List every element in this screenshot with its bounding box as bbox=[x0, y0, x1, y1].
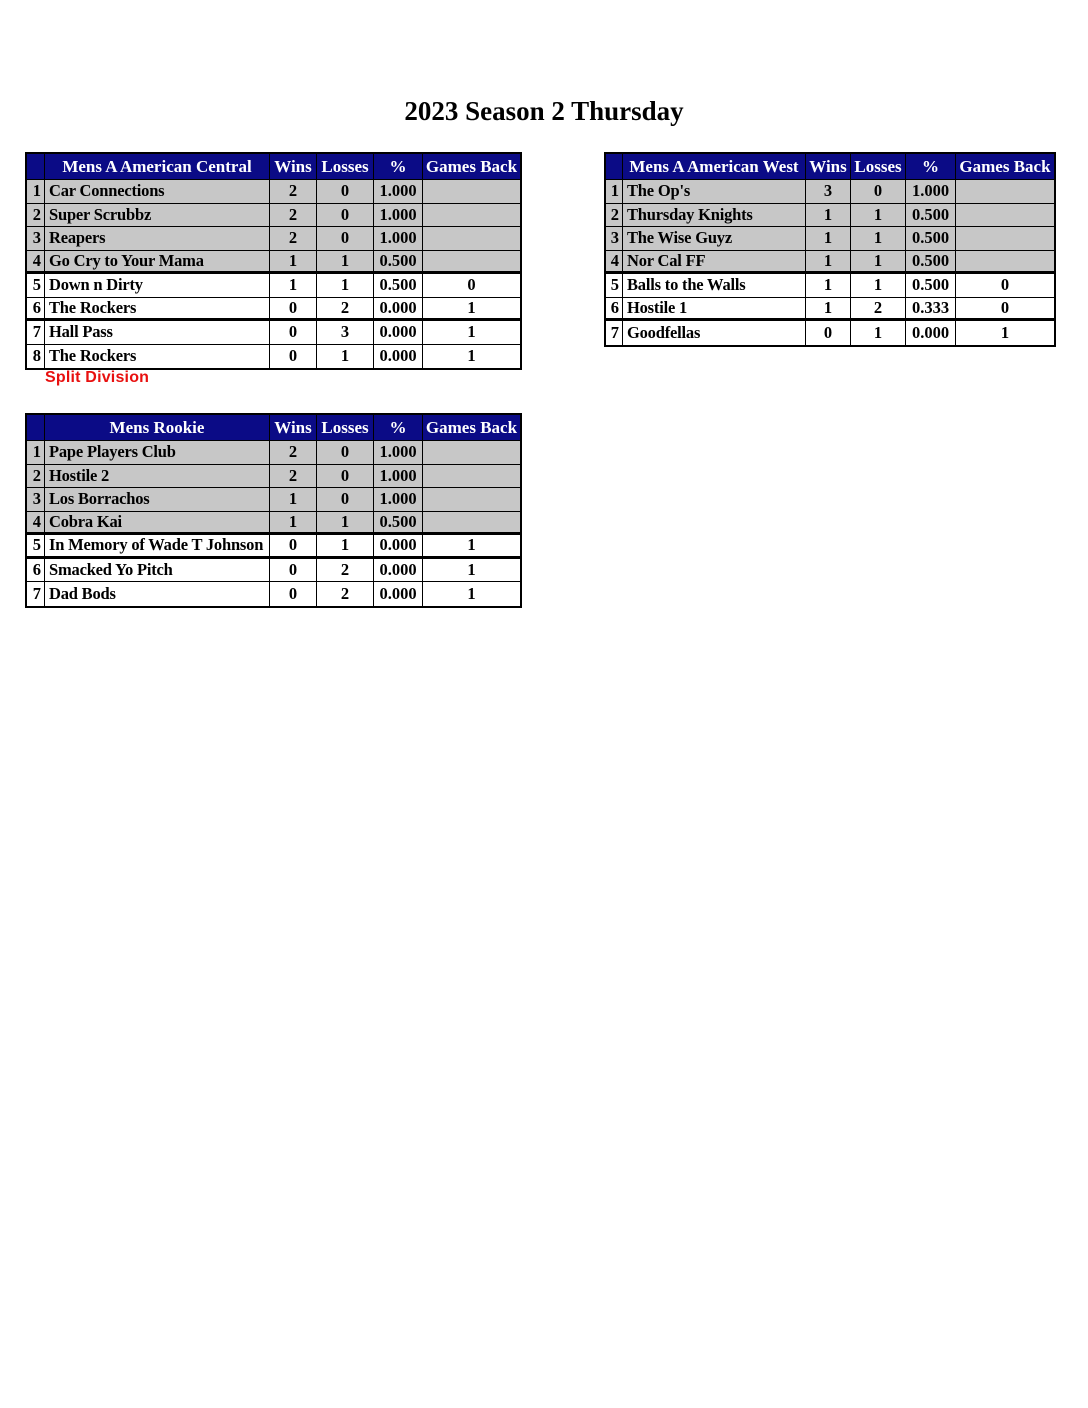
pct-cell: 1.000 bbox=[374, 180, 423, 203]
rank-cell: 5 bbox=[27, 274, 45, 297]
wins-cell: 1 bbox=[270, 274, 317, 297]
losses-cell: 0 bbox=[317, 227, 374, 250]
standings-row bbox=[27, 180, 520, 204]
games-back-cell bbox=[956, 251, 1054, 272]
games-back-cell bbox=[423, 465, 520, 488]
table-header-row bbox=[27, 154, 520, 180]
games-back-cell bbox=[423, 441, 520, 464]
rank-cell: 4 bbox=[27, 251, 45, 272]
pct-column-header: % bbox=[906, 154, 956, 179]
standings-row bbox=[606, 298, 1054, 322]
wins-column-header: Wins bbox=[806, 154, 851, 179]
standings-row bbox=[27, 488, 520, 512]
wins-column-header: Wins bbox=[270, 154, 317, 179]
wins-cell: 0 bbox=[270, 582, 317, 606]
losses-column-header: Losses bbox=[317, 415, 374, 440]
wins-cell: 3 bbox=[806, 180, 851, 203]
games-back-cell bbox=[423, 227, 520, 250]
standings-row bbox=[27, 535, 520, 559]
wins-cell: 1 bbox=[270, 512, 317, 533]
games-back-column-header: Games Back bbox=[425, 418, 518, 437]
team-name-cell: The Rockers bbox=[45, 345, 270, 369]
pct-column-header: % bbox=[374, 415, 423, 440]
team-name-cell: The Wise Guyz bbox=[623, 227, 806, 250]
team-name-cell: Go Cry to Your Mama bbox=[45, 251, 270, 272]
rank-cell: 4 bbox=[606, 251, 623, 272]
wins-cell: 1 bbox=[806, 251, 851, 272]
games-back-cell bbox=[423, 488, 520, 511]
games-back-cell: 0 bbox=[1000, 297, 1010, 317]
pct-cell: 0.500 bbox=[906, 274, 956, 297]
pct-cell: 0.000 bbox=[906, 321, 956, 345]
split-division-note: Split Division bbox=[45, 369, 150, 386]
pct-cell: 1.000 bbox=[374, 488, 423, 511]
losses-cell: 0 bbox=[317, 441, 374, 464]
team-name-cell: Dad Bods bbox=[45, 582, 270, 606]
wins-cell: 0 bbox=[270, 321, 317, 344]
wins-cell: 1 bbox=[806, 274, 851, 297]
table-header-row bbox=[606, 154, 1054, 180]
losses-cell: 0 bbox=[851, 180, 906, 203]
team-name-cell: The Op's bbox=[623, 180, 806, 203]
rank-cell: 2 bbox=[27, 204, 45, 227]
wins-cell: 2 bbox=[270, 465, 317, 488]
games-back-cell bbox=[956, 227, 1054, 250]
rank-cell: 7 bbox=[606, 321, 623, 345]
pct-cell: 0.500 bbox=[374, 274, 423, 297]
losses-column-header: Losses bbox=[317, 154, 374, 179]
pct-cell: 0.500 bbox=[374, 251, 423, 272]
pct-cell: 0.500 bbox=[906, 251, 956, 272]
rank-cell: 3 bbox=[27, 227, 45, 250]
wins-cell: 0 bbox=[806, 321, 851, 345]
team-name-cell: Smacked Yo Pitch bbox=[45, 559, 270, 582]
division-title: Mens Rookie bbox=[45, 415, 270, 440]
team-name-cell: Reapers bbox=[45, 227, 270, 250]
games-back-cell bbox=[423, 204, 520, 227]
rank-cell: 6 bbox=[27, 559, 45, 582]
rank-cell: 1 bbox=[27, 441, 45, 464]
losses-cell: 1 bbox=[851, 204, 906, 227]
standings-table-west bbox=[604, 152, 1056, 347]
losses-cell: 1 bbox=[851, 251, 906, 272]
losses-cell: 3 bbox=[317, 321, 374, 344]
games-back-cell: 1 bbox=[467, 346, 476, 365]
wins-cell: 1 bbox=[270, 251, 317, 272]
pct-cell: 0.000 bbox=[374, 582, 423, 606]
wins-cell: 2 bbox=[270, 227, 317, 250]
standings-row bbox=[27, 465, 520, 489]
table-body bbox=[27, 180, 520, 368]
wins-column-header: Wins bbox=[270, 415, 317, 440]
standings-row bbox=[27, 512, 520, 536]
rank-cell: 8 bbox=[27, 345, 45, 369]
losses-cell: 2 bbox=[317, 582, 374, 606]
pct-cell: 1.000 bbox=[374, 465, 423, 488]
rank-cell: 3 bbox=[606, 227, 623, 250]
losses-cell: 1 bbox=[317, 251, 374, 272]
losses-cell: 1 bbox=[851, 227, 906, 250]
pct-cell: 0.000 bbox=[374, 535, 423, 556]
pct-cell: 0.000 bbox=[374, 345, 423, 369]
games-back-cell bbox=[956, 180, 1054, 203]
team-name-cell: Cobra Kai bbox=[45, 512, 270, 533]
pct-cell: 0.500 bbox=[374, 512, 423, 533]
rank-column-header bbox=[27, 415, 45, 440]
wins-cell: 1 bbox=[806, 227, 851, 250]
losses-cell: 0 bbox=[317, 488, 374, 511]
losses-cell: 1 bbox=[317, 345, 374, 369]
pct-cell: 0.500 bbox=[906, 227, 956, 250]
losses-cell: 0 bbox=[317, 204, 374, 227]
team-name-cell: Los Borrachos bbox=[45, 488, 270, 511]
wins-cell: 0 bbox=[270, 298, 317, 319]
games-back-cell bbox=[423, 251, 520, 272]
standings-row bbox=[606, 227, 1054, 251]
standings-row bbox=[27, 204, 520, 228]
pct-cell: 0.000 bbox=[374, 559, 423, 582]
rank-cell: 5 bbox=[27, 535, 45, 556]
rank-cell: 2 bbox=[606, 204, 623, 227]
losses-cell: 0 bbox=[317, 180, 374, 203]
team-name-cell: In Memory of Wade T Johnson bbox=[45, 535, 270, 556]
rank-cell: 1 bbox=[27, 180, 45, 203]
pct-cell: 0.500 bbox=[906, 204, 956, 227]
standings-row bbox=[27, 559, 520, 583]
losses-cell: 2 bbox=[317, 298, 374, 319]
games-back-cell: 1 bbox=[467, 535, 476, 554]
losses-cell: 1 bbox=[317, 274, 374, 297]
division-title: Mens A American West bbox=[623, 154, 806, 179]
rank-cell: 6 bbox=[27, 298, 45, 319]
standings-row bbox=[27, 298, 520, 322]
wins-cell: 1 bbox=[270, 488, 317, 511]
team-name-cell: Pape Players Club bbox=[45, 441, 270, 464]
games-back-cell bbox=[956, 204, 1054, 227]
team-name-cell: Balls to the Walls bbox=[623, 274, 806, 297]
division-title: Mens A American Central bbox=[45, 154, 270, 179]
wins-cell: 1 bbox=[806, 298, 851, 319]
pct-cell: 0.000 bbox=[374, 298, 423, 319]
games-back-cell: 0 bbox=[1000, 275, 1010, 294]
table-body bbox=[27, 441, 520, 606]
rank-cell: 6 bbox=[606, 298, 623, 319]
standings-row bbox=[27, 321, 520, 345]
games-back-cell: 1 bbox=[467, 559, 476, 579]
games-back-cell bbox=[423, 512, 520, 533]
standings-row bbox=[27, 251, 520, 275]
losses-column-header: Losses bbox=[851, 154, 906, 179]
rank-column-header bbox=[606, 154, 623, 179]
rank-cell: 3 bbox=[27, 488, 45, 511]
pct-cell: 1.000 bbox=[374, 441, 423, 464]
standings-row bbox=[606, 204, 1054, 228]
pct-column-header: % bbox=[374, 154, 423, 179]
wins-cell: 2 bbox=[270, 441, 317, 464]
team-name-cell: Hostile 2 bbox=[45, 465, 270, 488]
games-back-cell: 0 bbox=[467, 275, 476, 294]
rank-cell: 2 bbox=[27, 465, 45, 488]
standings-row bbox=[27, 345, 520, 369]
pct-cell: 0.333 bbox=[906, 298, 956, 319]
losses-cell: 1 bbox=[851, 321, 906, 345]
team-name-cell: Nor Cal FF bbox=[623, 251, 806, 272]
games-back-cell bbox=[423, 180, 520, 203]
pct-cell: 1.000 bbox=[906, 180, 956, 203]
games-back-cell: 1 bbox=[467, 297, 476, 317]
pct-cell: 1.000 bbox=[374, 227, 423, 250]
wins-cell: 2 bbox=[270, 204, 317, 227]
standings-row bbox=[27, 227, 520, 251]
wins-cell: 0 bbox=[270, 535, 317, 556]
games-back-column-header: Games Back bbox=[959, 157, 1051, 176]
standings-row bbox=[27, 441, 520, 465]
table-body bbox=[606, 180, 1054, 345]
team-name-cell: The Rockers bbox=[45, 298, 270, 319]
losses-cell: 1 bbox=[317, 535, 374, 556]
standings-table-central bbox=[25, 152, 522, 370]
rank-cell: 5 bbox=[606, 274, 623, 297]
team-name-cell: Goodfellas bbox=[623, 321, 806, 345]
rank-cell: 4 bbox=[27, 512, 45, 533]
pct-cell: 1.000 bbox=[374, 204, 423, 227]
losses-cell: 0 bbox=[317, 465, 374, 488]
pct-cell: 0.000 bbox=[374, 321, 423, 344]
team-name-cell: Down n Dirty bbox=[45, 274, 270, 297]
rank-cell: 7 bbox=[27, 582, 45, 606]
team-name-cell: Thursday Knights bbox=[623, 204, 806, 227]
games-back-cell: 1 bbox=[467, 322, 476, 341]
standings-row bbox=[606, 180, 1054, 204]
wins-cell: 0 bbox=[270, 345, 317, 369]
standings-row bbox=[606, 321, 1054, 345]
table-header-row bbox=[27, 415, 520, 441]
standings-row bbox=[606, 251, 1054, 275]
team-name-cell: Car Connections bbox=[45, 180, 270, 203]
losses-cell: 1 bbox=[317, 512, 374, 533]
games-back-column-header: Games Back bbox=[425, 157, 518, 176]
losses-cell: 2 bbox=[851, 298, 906, 319]
losses-cell: 1 bbox=[851, 274, 906, 297]
standings-table-rookie bbox=[25, 413, 522, 608]
page-title: 2023 Season 2 Thursday bbox=[404, 96, 684, 126]
standings-row bbox=[27, 274, 520, 298]
rank-cell: 1 bbox=[606, 180, 623, 203]
rank-cell: 7 bbox=[27, 321, 45, 344]
games-back-cell: 1 bbox=[467, 583, 476, 603]
wins-cell: 0 bbox=[270, 559, 317, 582]
wins-cell: 1 bbox=[806, 204, 851, 227]
team-name-cell: Hostile 1 bbox=[623, 298, 806, 319]
team-name-cell: Super Scrubbz bbox=[45, 204, 270, 227]
games-back-cell: 1 bbox=[1000, 322, 1010, 342]
standings-row bbox=[606, 274, 1054, 298]
wins-cell: 2 bbox=[270, 180, 317, 203]
rank-column-header bbox=[27, 154, 45, 179]
standings-row bbox=[27, 582, 520, 606]
losses-cell: 2 bbox=[317, 559, 374, 582]
team-name-cell: Hall Pass bbox=[45, 321, 270, 344]
